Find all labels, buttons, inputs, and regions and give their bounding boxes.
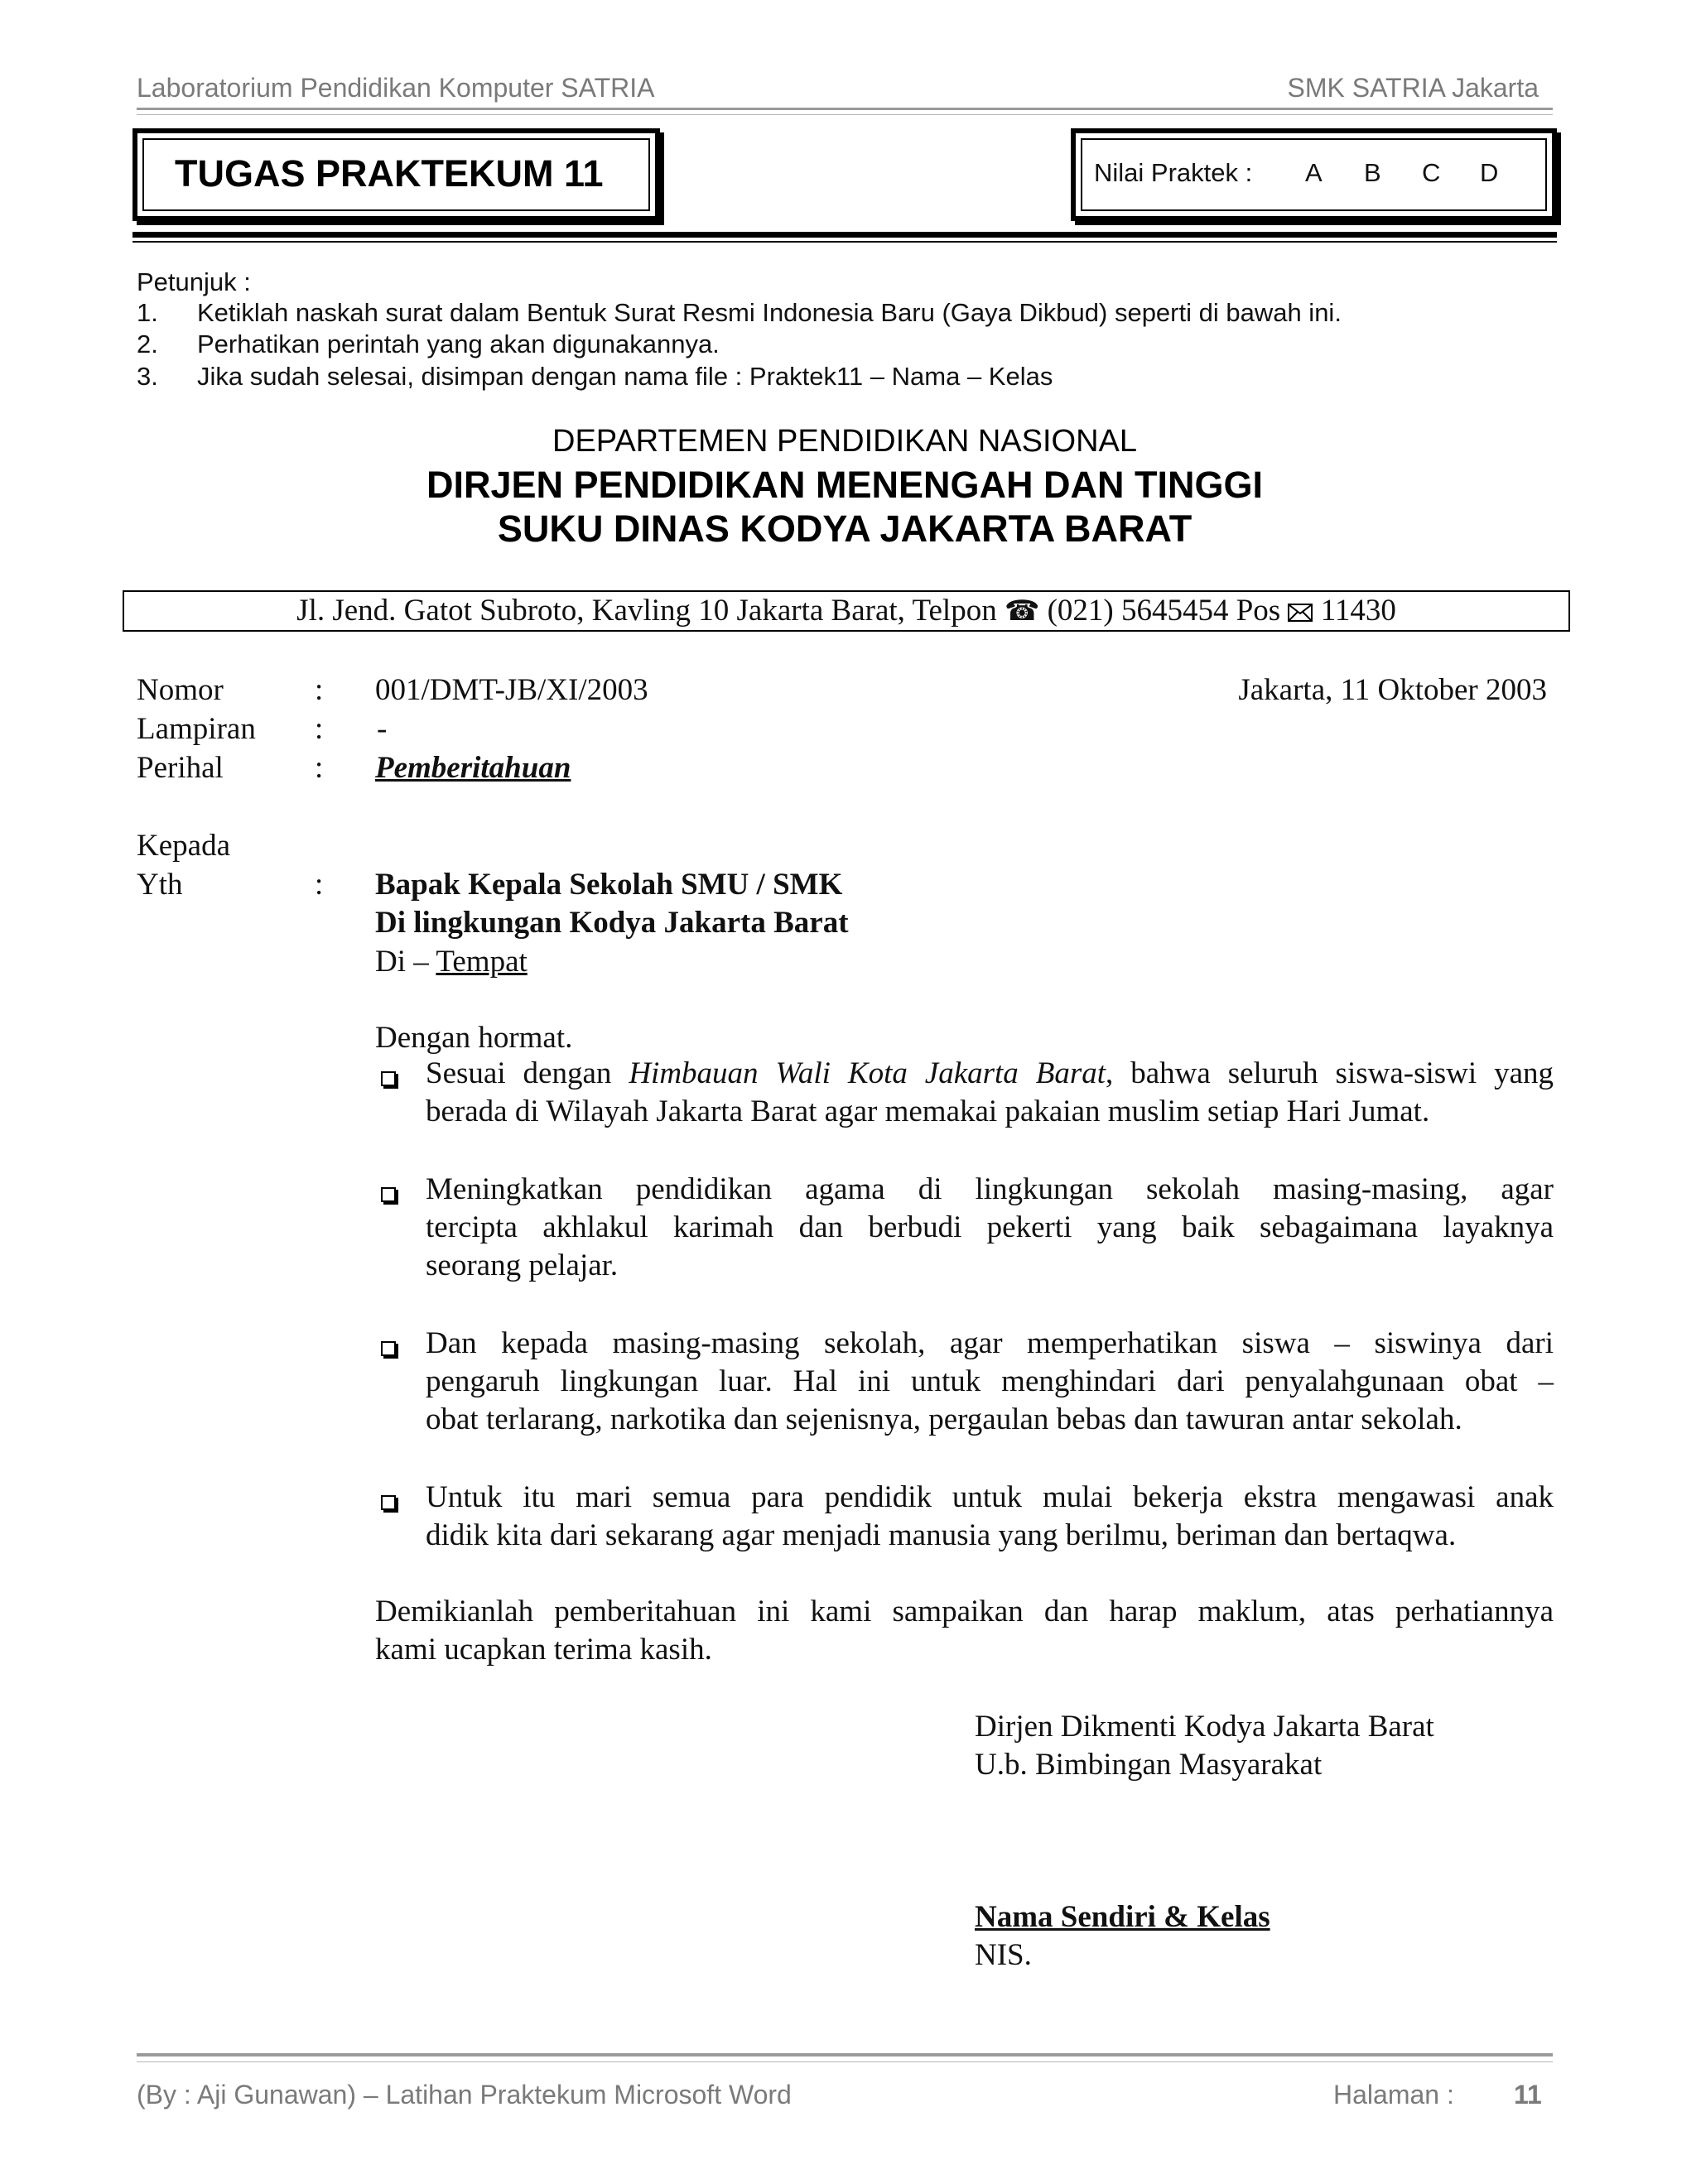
letterhead-address [123, 590, 1570, 632]
lampiran-label: Lampiran [137, 712, 256, 746]
instruction-number: 2. [137, 330, 158, 358]
bullet-square-icon [381, 1341, 396, 1356]
instruction-text: Perhatikan perintah yang akan digunakannya. [197, 330, 720, 358]
bullet-paragraph-2 [426, 1171, 1554, 1285]
footer-page-label: Halaman : [1333, 2080, 1454, 2109]
grade-option-c: C [1422, 158, 1441, 187]
perihal-label: Perihal [137, 751, 224, 785]
kepada-label: Kepada [137, 829, 230, 863]
header-rule-thin [137, 114, 1553, 115]
header-rule [137, 108, 1553, 110]
signature-subtitle: U.b. Bimbingan Masyarakat [975, 1748, 1323, 1782]
recipient-place [375, 944, 528, 979]
bullet-paragraph-1 [426, 1055, 1554, 1131]
perihal-colon: : [315, 751, 324, 785]
signature-name: Nama Sendiri & Kelas [975, 1900, 1270, 1934]
footer-rule-thin [137, 2061, 1553, 2062]
task-title-box [132, 128, 660, 221]
bullet-2-line-2: tercipta akhlakul karimah dan berbudi pekerti yang baik sebagaimana layaknya [426, 1210, 1554, 1244]
bullet-4-line-2: didik kita dari sekarang agar menjadi manusia yang berilmu, beriman dan bertaqwa. [426, 1518, 1457, 1552]
tempat-text: Tempat [436, 945, 528, 979]
grade-option-a: A [1305, 158, 1323, 187]
footer-credit: (By : Aji Gunawan) – Latihan Praktekum Microsoft Word [137, 2080, 792, 2109]
bullet-3-line-1: Dan kepada masing-masing sekolah, agar memperhatikan siswa – siswinya dari [426, 1326, 1554, 1360]
bullet-square-icon [381, 1495, 396, 1510]
instructions-heading: Petunjuk : [137, 267, 251, 296]
di-text: Di – [375, 945, 429, 979]
bullet-4-line-1: Untuk itu mari semua para pendidik untuk mulai bekerja ekstra mengawasi anak [426, 1480, 1554, 1514]
bullet-square-icon [381, 1071, 396, 1086]
instruction-number: 3. [137, 362, 158, 391]
instruction-text: Ketiklah naskah surat dalam Bentuk Surat Resmi Indonesia Baru (Gaya Dikbud) seperti di bawah ini. [197, 298, 1342, 327]
bullet-square-icon [381, 1187, 396, 1202]
closing-paragraph [375, 1593, 1554, 1669]
instruction-number: 1. [137, 298, 158, 327]
instruction-text: Jika sudah selesai, disimpan dengan nama file : Praktek11 – Nama – Kelas [197, 362, 1053, 391]
perihal-value: Pemberitahuan [375, 751, 571, 785]
closing-line-2: kami ucapkan terima kasih. [375, 1633, 712, 1667]
address-phone: (021) 5645454 Pos [1047, 594, 1281, 628]
recipient-line2: Di lingkungan Kodya Jakarta Barat [375, 906, 849, 940]
place-date: Jakarta, 11 Oktober 2003 [1238, 673, 1547, 707]
signature-title: Dirjen Dikmenti Kodya Jakarta Barat [975, 1710, 1434, 1744]
grade-option-d: D [1480, 158, 1499, 187]
bullet-1-line-2: berada di Wilayah Jakarta Barat agar memakai pakaian muslim setiap Hari Jumat. [426, 1094, 1430, 1128]
nomor-value: 001/DMT-JB/XI/2003 [375, 673, 648, 707]
footer-rule [137, 2053, 1553, 2057]
address-street: Jl. Jend. Gatot Subroto, Kavling 10 Jakarta Barat, Telpon [296, 594, 997, 628]
letterhead-directorate: DIRJEN PENDIDIKAN MENENGAH DAN TINGGI [426, 464, 1264, 506]
closing-line-1: Demikianlah pemberitahuan ini kami sampaikan dan harap maklum, atas perhatiannya [375, 1595, 1554, 1628]
lampiran-value: - [377, 712, 388, 746]
lampiran-colon: : [315, 712, 324, 746]
grade-option-b: B [1364, 158, 1381, 187]
bullet-2-line-3: seorang pelajar. [426, 1248, 619, 1282]
grade-label: Nilai Praktek : [1094, 158, 1253, 187]
grade-box [1071, 128, 1557, 221]
phone-icon: ☎ [1004, 594, 1040, 628]
letterhead-department: DEPARTEMEN PENDIDIKAN NASIONAL [552, 424, 1137, 459]
yth-colon: : [315, 868, 324, 902]
title-rule-thin [132, 241, 1557, 243]
bullet-2-line-1: Meningkatkan pendidikan agama di lingkungan sekolah masing-masing, agar [426, 1172, 1554, 1206]
bullet-paragraph-3 [426, 1325, 1554, 1439]
bullet-1-text-a: Sesuai dengan [426, 1056, 612, 1090]
recipient-line1: Bapak Kepala Sekolah SMU / SMK [375, 868, 843, 902]
nomor-label: Nomor [137, 673, 224, 707]
bullet-3-line-2: pengaruh lingkungan luar. Hal ini untuk menghindari dari penyalahgunaan obat – [426, 1364, 1554, 1398]
letterhead-office: SUKU DINAS KODYA JAKARTA BARAT [497, 508, 1192, 550]
yth-label: Yth [137, 868, 183, 902]
bullet-paragraph-4 [426, 1479, 1554, 1555]
bullet-1-text-italic: Himbauan Wali Kota Jakarta Barat [629, 1056, 1106, 1090]
mail-icon [1288, 604, 1313, 622]
address-postcode: 11430 [1320, 594, 1396, 628]
footer-page-number: 11 [1514, 2080, 1542, 2109]
header-left: Laboratorium Pendidikan Komputer SATRIA [137, 73, 655, 103]
bullet-3-line-3: obat terlarang, narkotika dan sejenisnya, pergaulan bebas dan tawuran antar sekolah. [426, 1402, 1462, 1436]
bullet-1-text-b: , bahwa seluruh siswa-siswi yang [1106, 1056, 1554, 1090]
task-title: TUGAS PRAKTEKUM 11 [175, 152, 604, 195]
greeting: Dengan hormat. [375, 1021, 573, 1055]
title-rule [132, 232, 1557, 238]
header-right: SMK SATRIA Jakarta [1287, 73, 1539, 103]
signature-nis: NIS. [975, 1938, 1032, 1972]
nomor-colon: : [315, 673, 324, 707]
